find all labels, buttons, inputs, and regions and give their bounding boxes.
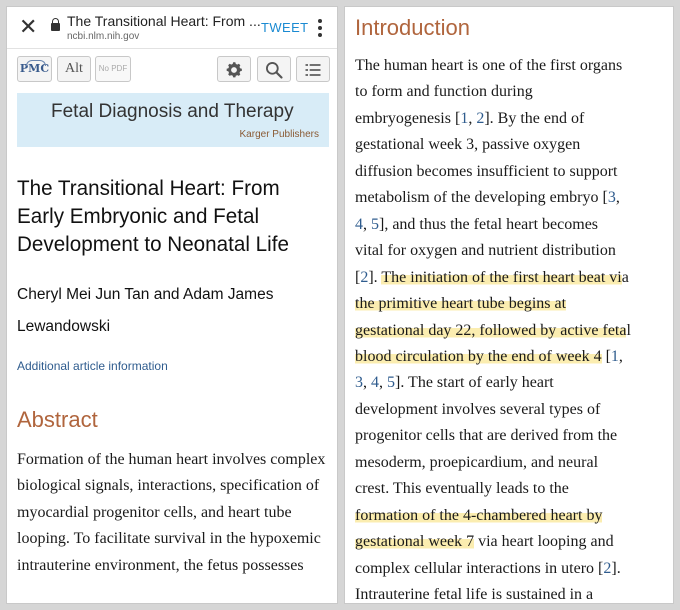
- body-text: [: [355, 268, 361, 286]
- reference-link[interactable]: 4: [371, 374, 379, 392]
- reference-link[interactable]: 5: [371, 215, 379, 233]
- body-text: ], and thus the fetal heart becomes: [379, 215, 599, 233]
- journal-name: Fetal Diagnosis and Therapy: [51, 101, 294, 122]
- introduction-line: [355, 423, 667, 449]
- introduction-line: [355, 238, 667, 264]
- highlighted-text: The initiation of the first heart beat vi: [381, 268, 622, 286]
- body-text: via heart looping and: [474, 533, 614, 551]
- body-text: ]. The start of early heart: [395, 374, 554, 392]
- body-text: progenitor cells that are derived from the: [355, 427, 618, 445]
- body-text: to form and function during: [355, 83, 533, 101]
- introduction-line: [355, 159, 667, 185]
- reference-link[interactable]: 2: [360, 268, 369, 286]
- introduction-line: [355, 53, 667, 79]
- introduction-heading: Introduction: [355, 15, 470, 40]
- left-panel: [6, 6, 338, 604]
- publisher-name: Karger Publishers: [239, 129, 319, 140]
- highlighted-text: gestational week 7: [355, 533, 475, 551]
- body-text: Intrauterine fetal life is sustained in a: [355, 586, 594, 604]
- introduction-line: [355, 344, 667, 370]
- body-text: ].: [611, 559, 621, 577]
- introduction-text: [355, 53, 667, 604]
- body-text: [: [601, 347, 611, 365]
- abstract-text: Formation of the human heart involves complex biological signals, interactions, specification of myocardial progenitor cells, and heart tube looping. To facilitate survival in the hypoxemic intrauterine environment, the fetus possesses: [17, 451, 326, 574]
- pmc-label: PMC: [19, 62, 50, 75]
- highlighted-text: formation of the 4-chambered heart by: [355, 506, 603, 524]
- introduction-line: [355, 450, 667, 476]
- body-text: crest. This eventually leads to the: [355, 480, 569, 498]
- introduction-line: [355, 582, 667, 604]
- introduction-line: [355, 503, 667, 529]
- browser-top-bar: [7, 7, 337, 49]
- body-text: The human heart is one of the first organs: [355, 57, 623, 74]
- highlighted-text: blood circulation by the end of week 4: [355, 347, 602, 365]
- reference-link[interactable]: 2: [476, 109, 485, 127]
- body-text: l: [626, 321, 631, 339]
- body-text: ]. By the end of: [484, 109, 585, 127]
- introduction-line: [355, 132, 667, 158]
- reference-link[interactable]: 3: [607, 189, 616, 207]
- tab-title: The Transitional Heart: From ...: [67, 13, 261, 29]
- right-panel: [344, 6, 674, 604]
- introduction-line: [355, 370, 667, 396]
- reference-link[interactable]: 1: [610, 347, 619, 365]
- search-button[interactable]: [257, 56, 291, 82]
- tweet-button[interactable]: TWEET: [261, 20, 309, 35]
- body-text: ,: [615, 189, 620, 207]
- url-text[interactable]: ncbi.nlm.nih.gov: [67, 31, 140, 42]
- introduction-line: [355, 212, 667, 238]
- lock-icon: [51, 23, 60, 31]
- reference-link[interactable]: 1: [460, 109, 469, 127]
- body-text: ,: [618, 347, 623, 365]
- gear-icon: [224, 60, 244, 80]
- introduction-line: [355, 291, 667, 317]
- body-text: a: [621, 268, 629, 286]
- close-icon[interactable]: ✕: [19, 14, 38, 39]
- body-text: metabolism of the developing embryo [: [355, 189, 608, 207]
- reference-link[interactable]: 2: [603, 559, 612, 577]
- introduction-line: [355, 397, 667, 423]
- body-text: ,: [363, 374, 371, 392]
- article-authors: Cheryl Mei Jun Tan and Adam James Lewandowski: [17, 286, 274, 335]
- highlighted-text: gestational day 22, followed by active feta: [355, 321, 627, 339]
- body-text: vital for oxygen and nutrient distribution: [355, 242, 616, 260]
- body-text: ,: [363, 215, 371, 233]
- reference-link[interactable]: 4: [355, 215, 363, 233]
- contents-button[interactable]: [296, 56, 330, 82]
- body-text: ,: [379, 374, 387, 392]
- body-text: embryogenesis [: [355, 109, 461, 127]
- introduction-line: [355, 265, 667, 291]
- introduction-line: [355, 556, 667, 582]
- abstract-heading: Abstract: [17, 407, 98, 432]
- settings-button[interactable]: [217, 56, 251, 82]
- body-text: ,: [468, 109, 477, 127]
- more-vert-icon[interactable]: [317, 17, 323, 39]
- list-icon: [303, 60, 323, 80]
- body-text: gestational week 3, passive oxygen: [355, 136, 581, 154]
- introduction-line: [355, 185, 667, 211]
- introduction-line: [355, 79, 667, 105]
- introduction-line: [355, 529, 667, 555]
- journal-banner[interactable]: [17, 93, 329, 147]
- pmc-button[interactable]: [17, 56, 52, 82]
- body-text: development involves several types of: [355, 400, 601, 418]
- additional-info-link[interactable]: Additional article information: [17, 359, 168, 373]
- introduction-line: [355, 106, 667, 132]
- body-text: complex cellular interactions in utero [: [355, 559, 604, 577]
- search-icon: [264, 60, 284, 80]
- no-pdf-button: No PDF: [95, 56, 131, 82]
- introduction-line: [355, 476, 667, 502]
- introduction-line: [355, 318, 667, 344]
- reference-link[interactable]: 3: [355, 374, 363, 392]
- body-text: mesoderm, proepicardium, and neural: [355, 453, 599, 471]
- body-text: ].: [368, 268, 382, 286]
- reference-link[interactable]: 5: [387, 374, 395, 392]
- body-text: diffusion becomes insufficient to support: [355, 162, 618, 180]
- highlighted-text: the primitive heart tube begins at: [355, 295, 567, 313]
- alt-button[interactable]: Alt: [57, 56, 91, 82]
- article-title: The Transitional Heart: From Early Embryonic and Fetal Development to Neonatal Life: [17, 176, 289, 256]
